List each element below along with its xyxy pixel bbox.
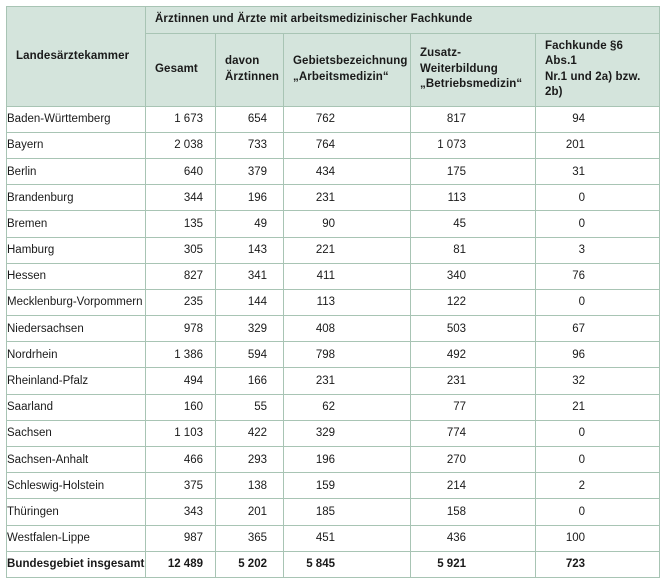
cell-aerztinnen	[216, 525, 284, 551]
cell-aerztinnen	[216, 263, 284, 289]
cell-zusatz	[411, 185, 536, 211]
cell-zusatz	[411, 211, 536, 237]
table-row	[7, 289, 660, 315]
cell-value-gebiet: 62	[322, 401, 335, 414]
cell-value-fachkunde: 2	[578, 479, 585, 492]
cell-zusatz	[411, 263, 536, 289]
table-row	[7, 342, 660, 368]
cell-value-gebiet: 113	[316, 296, 335, 309]
cell-aerztinnen	[216, 316, 284, 342]
cell-value-fachkunde: 3	[578, 244, 585, 257]
cell-gesamt	[146, 263, 216, 289]
cell-fachkunde	[536, 185, 660, 211]
cell-aerztinnen	[216, 237, 284, 263]
cell-zusatz	[411, 132, 536, 158]
cell-value-zusatz: 492	[446, 348, 466, 361]
row-region-name: Schleswig-Holstein	[7, 473, 146, 499]
row-region-name: Hamburg	[7, 237, 146, 263]
cell-gebiet	[284, 525, 411, 551]
table-row	[7, 211, 660, 237]
cell-gebiet	[284, 316, 411, 342]
cell-value-gebiet: 185	[315, 505, 335, 518]
column-header-gesamt-line1: Gesamt	[155, 62, 198, 75]
cell-value-gebiet: 221	[315, 244, 335, 257]
cell-value-fachkunde: 0	[578, 217, 585, 230]
cell-gebiet	[284, 473, 411, 499]
cell-aerztinnen	[216, 158, 284, 184]
cell-gebiet	[284, 237, 411, 263]
occupational-medicine-statistics-table	[6, 6, 660, 578]
cell-value-gesamt: 344	[183, 191, 203, 204]
table-row	[7, 316, 660, 342]
table-row	[7, 132, 660, 158]
cell-fachkunde	[536, 551, 660, 577]
table-row	[7, 420, 660, 446]
cell-gesamt	[146, 394, 216, 420]
cell-value-zusatz: 817	[446, 113, 466, 126]
cell-gesamt	[146, 342, 216, 368]
row-region-name: Hessen	[7, 263, 146, 289]
cell-value-aerztinnen: 144	[247, 296, 267, 309]
cell-gebiet	[284, 106, 411, 132]
cell-value-gebiet: 798	[315, 348, 335, 361]
column-group-header-fachkunde	[146, 7, 660, 34]
cell-aerztinnen	[216, 499, 284, 525]
cell-value-zusatz: 77	[453, 401, 466, 414]
cell-fachkunde	[536, 211, 660, 237]
cell-value-gesamt: 827	[183, 270, 203, 283]
column-header-zusatz-weiterbildung	[411, 33, 536, 106]
cell-aerztinnen	[216, 211, 284, 237]
cell-value-aerztinnen: 196	[247, 191, 267, 204]
cell-value-gesamt: 640	[183, 165, 203, 178]
cell-aerztinnen	[216, 132, 284, 158]
cell-fachkunde	[536, 394, 660, 420]
cell-fachkunde	[536, 289, 660, 315]
cell-gebiet	[284, 132, 411, 158]
column-header-landesaerztekammer	[7, 7, 146, 107]
row-region-name: Mecklenburg-Vorpommern	[7, 289, 146, 315]
cell-value-gebiet: 231	[315, 375, 335, 388]
column-header-gebietsbezeichnung-line2: „Arbeitsmedizin“	[293, 70, 389, 83]
cell-fachkunde	[536, 263, 660, 289]
cell-gesamt	[146, 237, 216, 263]
table-row	[7, 499, 660, 525]
cell-gesamt	[146, 132, 216, 158]
cell-value-aerztinnen: 379	[247, 165, 267, 178]
row-region-name: Rheinland-Pfalz	[7, 368, 146, 394]
header-group-row	[7, 7, 660, 34]
cell-zusatz	[411, 368, 536, 394]
table-row	[7, 447, 660, 473]
cell-value-fachkunde: 67	[572, 322, 585, 335]
column-header-zusatz-weiterbildung-line1: Zusatz-Weiterbildung	[420, 47, 498, 75]
cell-gesamt	[146, 316, 216, 342]
column-header-fachkunde-paragraph6-line1: Fachkunde §6 Abs.1	[545, 39, 624, 68]
cell-value-gebiet: 762	[315, 113, 335, 126]
cell-value-fachkunde: 100	[565, 532, 585, 545]
cell-value-fachkunde: 201	[565, 139, 585, 152]
cell-value-aerztinnen: 341	[247, 270, 267, 283]
cell-zusatz	[411, 237, 536, 263]
cell-zusatz	[411, 342, 536, 368]
cell-value-gebiet: 196	[315, 453, 335, 466]
cell-value-aerztinnen: 166	[247, 375, 267, 388]
cell-fachkunde	[536, 158, 660, 184]
cell-value-gebiet: 231	[315, 191, 335, 204]
row-region-name: Berlin	[7, 158, 146, 184]
column-header-gebietsbezeichnung-line1: Gebietsbezeichnung	[293, 55, 408, 68]
cell-value-gesamt: 135	[183, 217, 203, 230]
cell-value-aerztinnen: 55	[254, 401, 267, 414]
cell-fachkunde	[536, 473, 660, 499]
cell-value-fachkunde: 31	[572, 165, 585, 178]
cell-gebiet	[284, 342, 411, 368]
cell-fachkunde	[536, 106, 660, 132]
cell-value-fachkunde: 94	[572, 113, 585, 126]
cell-value-aerztinnen: 201	[247, 505, 267, 518]
cell-fachkunde	[536, 132, 660, 158]
cell-aerztinnen	[216, 289, 284, 315]
cell-gebiet	[284, 263, 411, 289]
column-header-davon-aerztinnen-line1: davon	[225, 55, 260, 68]
cell-value-aerztinnen: 594	[247, 348, 267, 361]
cell-gesamt	[146, 525, 216, 551]
cell-value-fachkunde: 723	[565, 558, 585, 571]
cell-value-gebiet: 408	[315, 322, 335, 335]
column-header-gebietsbezeichnung	[284, 33, 411, 106]
cell-fachkunde	[536, 368, 660, 394]
table-body	[7, 106, 660, 577]
cell-gebiet	[284, 158, 411, 184]
cell-value-zusatz: 231	[446, 375, 466, 388]
cell-value-zusatz: 340	[446, 270, 466, 283]
cell-value-zusatz: 113	[447, 191, 466, 204]
cell-zusatz	[411, 106, 536, 132]
cell-value-gesamt: 2 038	[174, 139, 203, 152]
column-header-zusatz-weiterbildung-line2: „Betriebsmedizin“	[420, 78, 523, 91]
cell-value-fachkunde: 96	[572, 348, 585, 361]
row-region-name: Thüringen	[7, 499, 146, 525]
cell-value-aerztinnen: 138	[247, 479, 267, 492]
cell-value-zusatz: 214	[446, 479, 466, 492]
cell-aerztinnen	[216, 447, 284, 473]
cell-gesamt	[146, 158, 216, 184]
cell-value-fachkunde: 0	[578, 191, 585, 204]
cell-value-zusatz: 122	[446, 296, 466, 309]
cell-gesamt	[146, 473, 216, 499]
cell-value-aerztinnen: 293	[247, 453, 267, 466]
cell-value-gesamt: 12 489	[167, 558, 203, 571]
cell-value-aerztinnen: 329	[247, 322, 267, 335]
cell-value-fachkunde: 0	[578, 505, 585, 518]
table-row	[7, 158, 660, 184]
cell-zusatz	[411, 420, 536, 446]
cell-value-aerztinnen: 49	[254, 217, 267, 230]
cell-gesamt	[146, 106, 216, 132]
row-region-name: Nordrhein	[7, 342, 146, 368]
cell-aerztinnen	[216, 473, 284, 499]
cell-value-aerztinnen: 143	[247, 244, 267, 257]
column-header-gesamt	[146, 33, 216, 106]
cell-value-gesamt: 1 673	[174, 113, 203, 126]
cell-value-zusatz: 158	[446, 505, 466, 518]
cell-value-gesamt: 160	[183, 401, 203, 414]
cell-zusatz	[411, 289, 536, 315]
cell-aerztinnen	[216, 551, 284, 577]
row-region-name: Bremen	[7, 211, 146, 237]
cell-aerztinnen	[216, 342, 284, 368]
cell-gebiet	[284, 211, 411, 237]
cell-value-gebiet: 411	[316, 270, 335, 283]
cell-value-gebiet: 5 845	[306, 558, 335, 571]
table-total-row	[7, 551, 660, 577]
cell-aerztinnen	[216, 368, 284, 394]
cell-value-gesamt: 305	[183, 244, 203, 257]
cell-zusatz	[411, 158, 536, 184]
row-region-name: Sachsen	[7, 420, 146, 446]
cell-value-fachkunde: 0	[578, 427, 585, 440]
cell-gebiet	[284, 499, 411, 525]
cell-fachkunde	[536, 447, 660, 473]
cell-value-gebiet: 764	[315, 139, 335, 152]
cell-zusatz	[411, 316, 536, 342]
cell-value-zusatz: 774	[446, 427, 466, 440]
cell-value-aerztinnen: 654	[247, 113, 267, 126]
cell-value-gesamt: 466	[183, 453, 203, 466]
row-region-name: Saarland	[7, 394, 146, 420]
total-row-label: Bundesgebiet insgesamt	[7, 551, 146, 577]
cell-gesamt	[146, 211, 216, 237]
cell-gesamt	[146, 420, 216, 446]
cell-gebiet	[284, 185, 411, 211]
cell-gebiet	[284, 447, 411, 473]
cell-value-zusatz: 5 921	[437, 558, 466, 571]
row-region-name: Niedersachsen	[7, 316, 146, 342]
cell-value-gesamt: 978	[183, 322, 203, 335]
cell-value-gesamt: 375	[183, 479, 203, 492]
cell-value-gebiet: 329	[315, 427, 335, 440]
cell-gesamt	[146, 289, 216, 315]
cell-fachkunde	[536, 420, 660, 446]
cell-fachkunde	[536, 237, 660, 263]
table-row	[7, 525, 660, 551]
table-row	[7, 106, 660, 132]
cell-value-zusatz: 270	[446, 453, 466, 466]
column-header-davon-aerztinnen	[216, 33, 284, 106]
table-header	[7, 7, 660, 107]
cell-gebiet	[284, 289, 411, 315]
table-row	[7, 473, 660, 499]
cell-gesamt	[146, 551, 216, 577]
cell-zusatz	[411, 394, 536, 420]
cell-gesamt	[146, 447, 216, 473]
cell-value-gesamt: 494	[183, 375, 203, 388]
cell-value-gesamt: 1 103	[174, 427, 203, 440]
cell-value-aerztinnen: 5 202	[238, 558, 267, 571]
statistics-table-container	[6, 6, 659, 578]
row-region-name: Brandenburg	[7, 185, 146, 211]
column-header-landesaerztekammer-label: Landesärztekammer	[16, 50, 130, 63]
table-row	[7, 394, 660, 420]
cell-value-zusatz: 175	[446, 165, 466, 178]
cell-value-zusatz: 1 073	[437, 139, 466, 152]
cell-value-gesamt: 343	[183, 505, 203, 518]
table-row	[7, 368, 660, 394]
cell-gesamt	[146, 185, 216, 211]
cell-zusatz	[411, 447, 536, 473]
table-row	[7, 237, 660, 263]
cell-fachkunde	[536, 525, 660, 551]
cell-value-fachkunde: 32	[572, 375, 585, 388]
cell-value-aerztinnen: 733	[247, 139, 267, 152]
column-header-fachkunde-paragraph6-line2: Nr.1 und 2a) bzw. 2b)	[545, 70, 641, 99]
cell-value-zusatz: 436	[446, 532, 466, 545]
cell-fachkunde	[536, 316, 660, 342]
cell-aerztinnen	[216, 394, 284, 420]
cell-value-gebiet: 159	[315, 479, 335, 492]
cell-value-zusatz: 503	[446, 322, 466, 335]
cell-zusatz	[411, 551, 536, 577]
cell-value-fachkunde: 0	[578, 296, 585, 309]
cell-value-gesamt: 987	[183, 532, 203, 545]
column-group-header-fachkunde-label: Ärztinnen und Ärzte mit arbeitsmedizinischer Fachkunde	[155, 13, 473, 25]
cell-value-zusatz: 45	[453, 217, 466, 230]
row-region-name: Sachsen-Anhalt	[7, 447, 146, 473]
table-row	[7, 263, 660, 289]
row-region-name: Westfalen-Lippe	[7, 525, 146, 551]
cell-gebiet	[284, 420, 411, 446]
cell-zusatz	[411, 499, 536, 525]
row-region-name: Bayern	[7, 132, 146, 158]
cell-fachkunde	[536, 342, 660, 368]
cell-aerztinnen	[216, 185, 284, 211]
cell-value-fachkunde: 76	[572, 270, 585, 283]
cell-value-fachkunde: 0	[578, 453, 585, 466]
cell-fachkunde	[536, 499, 660, 525]
cell-value-zusatz: 81	[453, 244, 466, 257]
cell-value-gebiet: 434	[315, 165, 335, 178]
cell-value-gebiet: 451	[315, 532, 335, 545]
cell-gebiet	[284, 551, 411, 577]
column-header-davon-aerztinnen-line2: Ärztinnen	[225, 70, 280, 83]
cell-value-aerztinnen: 365	[247, 532, 267, 545]
cell-value-aerztinnen: 422	[247, 427, 267, 440]
cell-zusatz	[411, 525, 536, 551]
cell-zusatz	[411, 473, 536, 499]
cell-gebiet	[284, 394, 411, 420]
cell-aerztinnen	[216, 420, 284, 446]
cell-gesamt	[146, 368, 216, 394]
cell-value-gebiet: 90	[322, 217, 335, 230]
cell-gebiet	[284, 368, 411, 394]
cell-gesamt	[146, 499, 216, 525]
column-header-fachkunde-paragraph6	[536, 33, 660, 106]
cell-value-gesamt: 235	[183, 296, 203, 309]
cell-value-fachkunde: 21	[572, 401, 585, 414]
row-region-name: Baden-Württemberg	[7, 106, 146, 132]
table-row	[7, 185, 660, 211]
cell-value-gesamt: 1 386	[174, 348, 203, 361]
cell-aerztinnen	[216, 106, 284, 132]
